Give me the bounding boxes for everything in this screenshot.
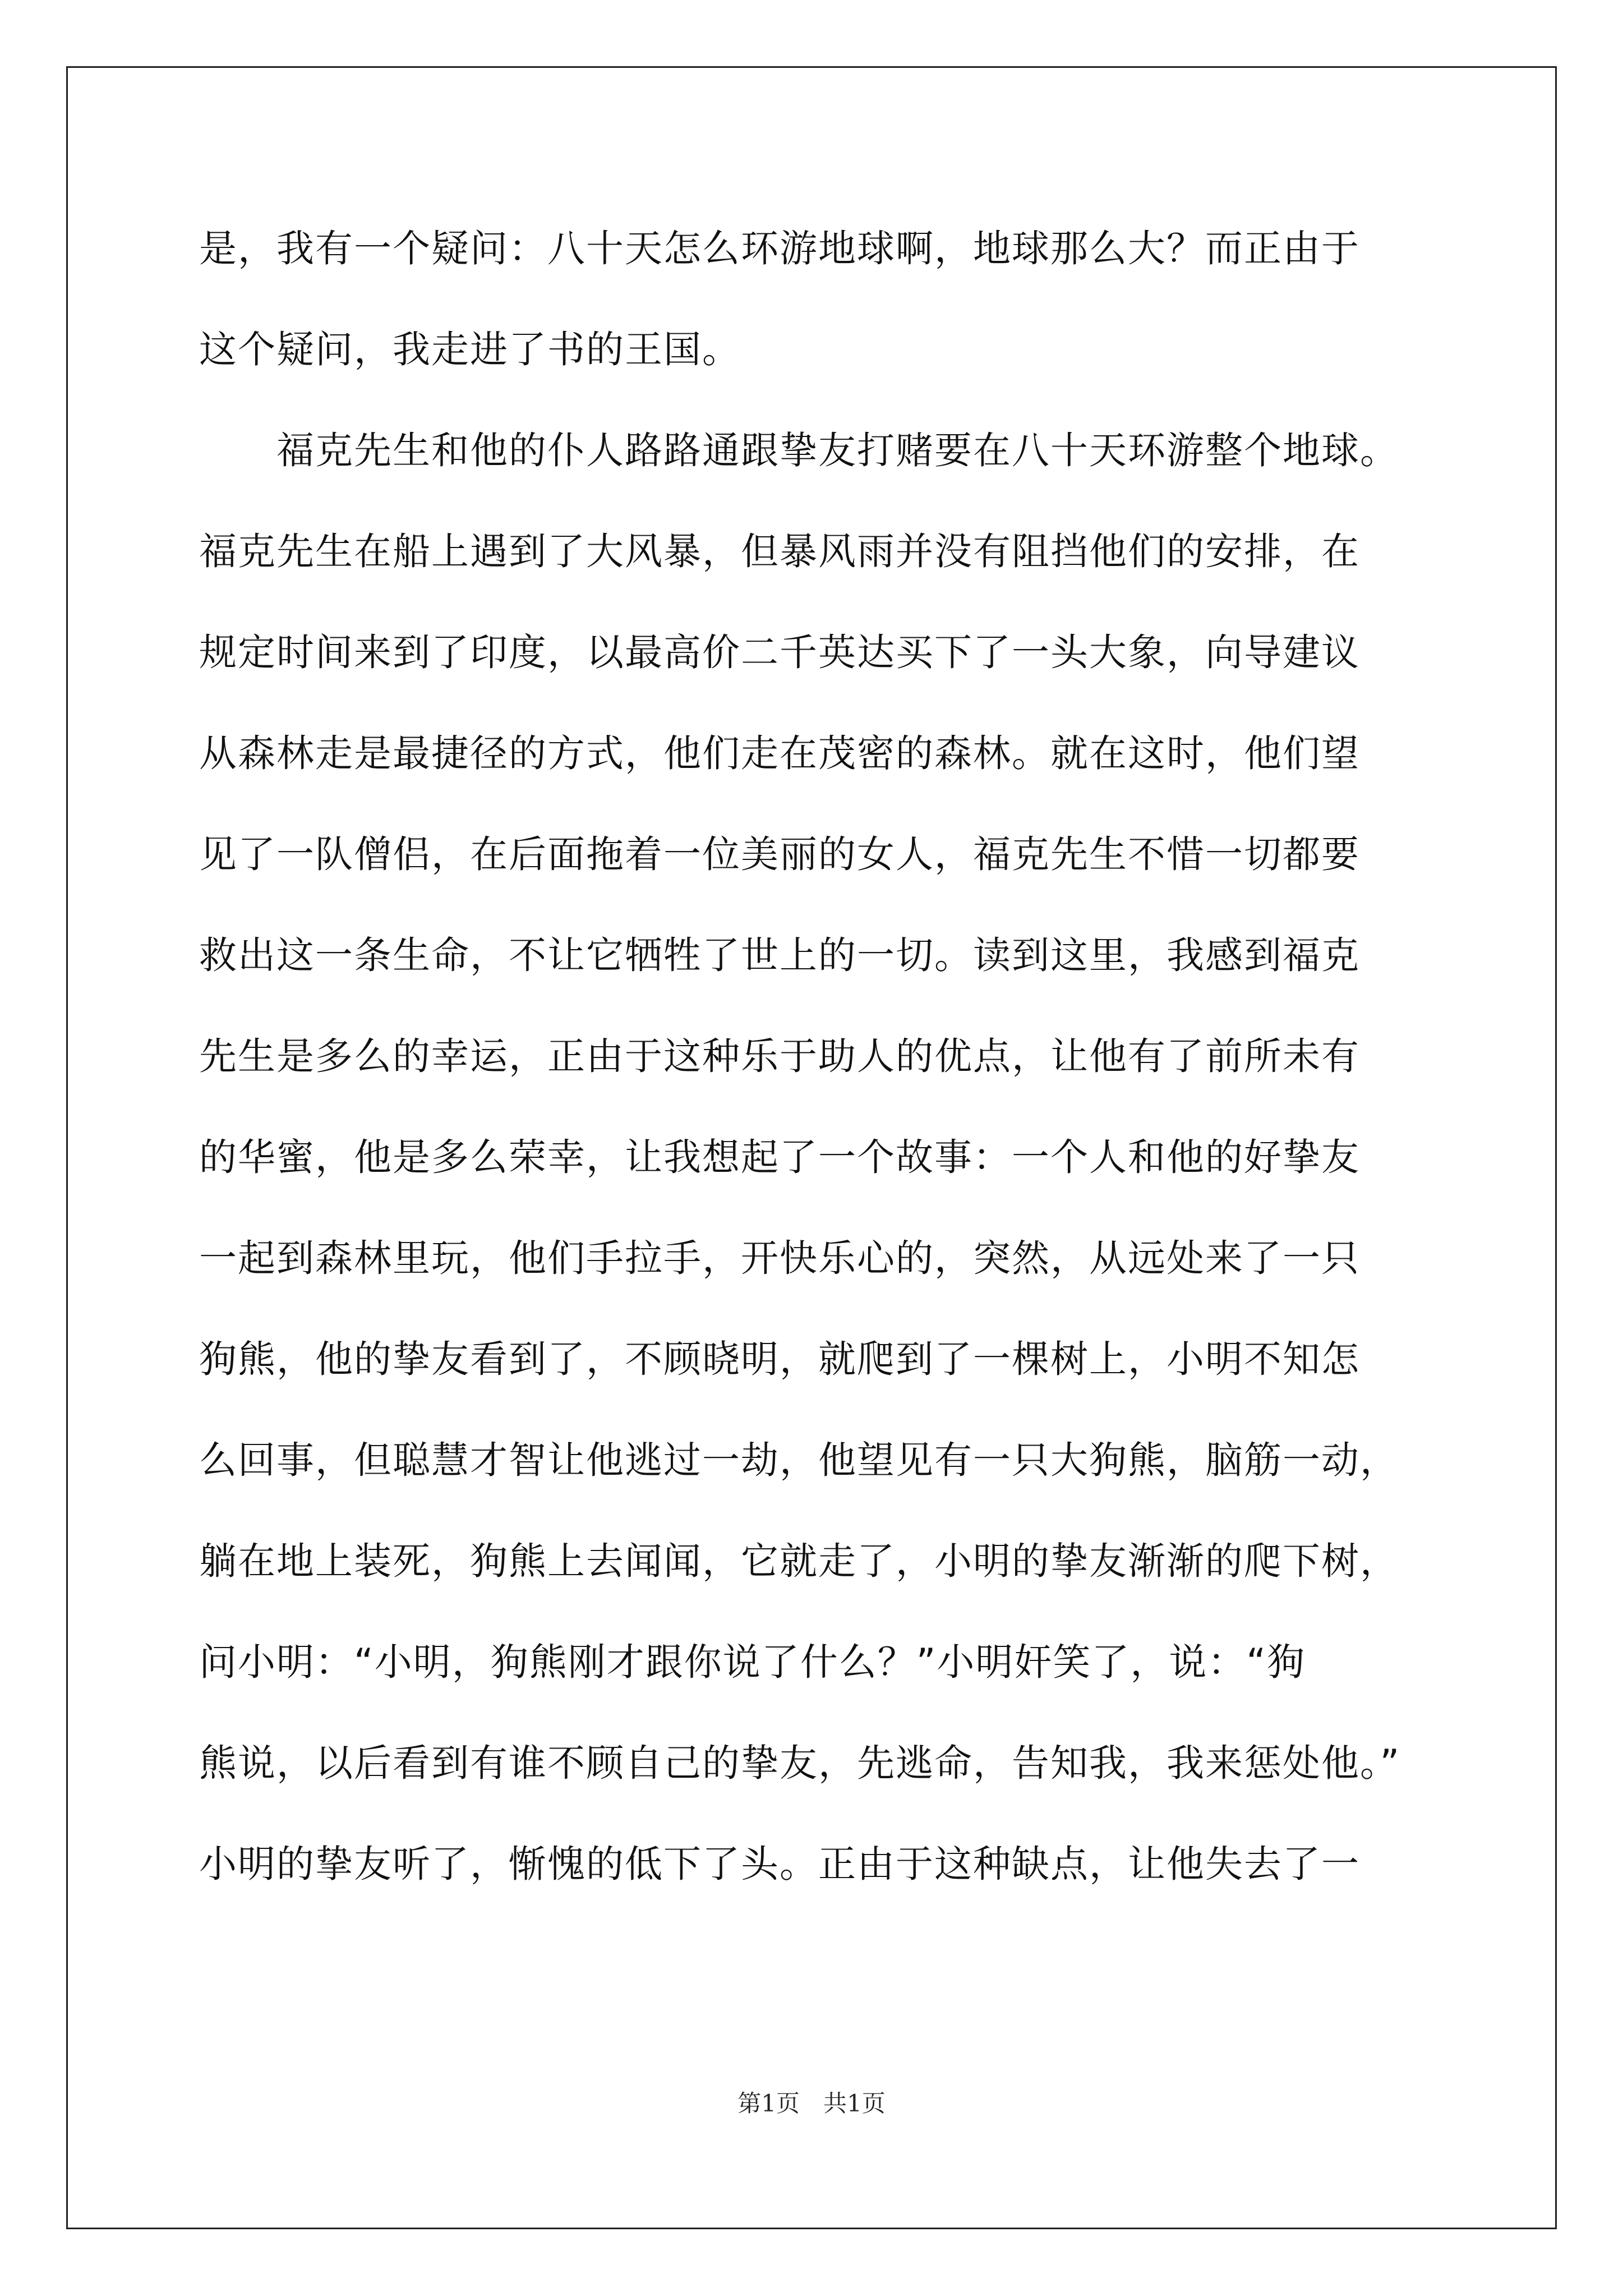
text-line-5: 规定时间来到了印度，以最高价二千英达买下了一头大象，向导建议: [199, 631, 1360, 674]
text-line-3: 福克先生和他的仆人路路通跟挚友打赌要在八十天环游整个地球。: [199, 429, 1399, 472]
text-line-10: 的华蜜，他是多么荣幸，让我想起了一个故事：一个人和他的好挚友: [199, 1135, 1360, 1179]
text-line-16: 熊说，以后看到有谁不顾自己的挚友，先逃命，告知我，我来惩处他。”: [199, 1741, 1401, 1785]
text-line-12: 狗熊，他的挚友看到了，不顾晓明，就爬到了一棵树上，小明不知怎: [199, 1337, 1360, 1381]
text-line-1: 是，我有一个疑问：八十天怎么环游地球啊，地球那么大？而正由于: [199, 227, 1360, 270]
text-line-7: 见了一队僧侣，在后面拖着一位美丽的女人，福克先生不惜一切都要: [199, 832, 1360, 876]
text-line-13: 么回事，但聪慧才智让他逃过一劫，他望见有一只大狗熊，脑筋一动，: [199, 1438, 1399, 1482]
text-line-2: 这个疑问，我走进了书的王国。: [199, 328, 741, 371]
page-footer: 第1页 共1页: [737, 2090, 886, 2117]
text-line-14: 躺在地上装死，狗熊上去闻闻，它就走了，小明的挚友渐渐的爬下树，: [199, 1539, 1399, 1583]
text-line-8: 救出这一条生命，不让它牺牲了世上的一切。读到这里，我感到福克: [199, 933, 1360, 977]
text-line-6: 从森林走是最捷径的方式，他们走在茂密的森林。就在这时，他们望: [199, 731, 1360, 775]
text-line-15: 问小明：“小明，狗熊刚才跟你说了什么？”小明奸笑了，说：“狗: [199, 1640, 1306, 1684]
text-line-4: 福克先生在船上遇到了大风暴，但暴风雨并没有阻挡他们的安排，在: [199, 530, 1360, 573]
text-line-11: 一起到森林里玩，他们手拉手，开快乐心的，突然，从远处来了一只: [199, 1236, 1360, 1280]
text-line-9: 先生是多么的幸运，正由于这种乐于助人的优点，让他有了前所未有: [199, 1034, 1360, 1078]
text-line-17: 小明的挚友听了，惭愧的低下了头。正由于这种缺点，让他失去了一: [199, 1842, 1360, 1886]
